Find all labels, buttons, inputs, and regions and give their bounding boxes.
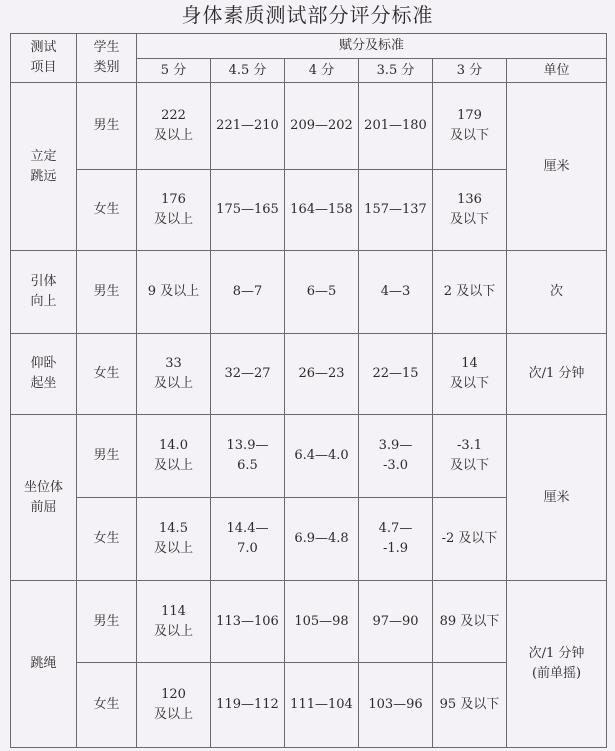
score-cell: 6.4—4.0: [285, 415, 359, 498]
student-type-cell: 男生: [77, 415, 137, 498]
student-type-cell: 女生: [77, 498, 137, 581]
table-row: [11, 581, 607, 663]
score-cell: 164—158: [285, 170, 359, 251]
student-type-cell: 女生: [77, 170, 137, 251]
score-cell: 13.9— 6.5: [211, 415, 285, 498]
score-cell: 113—106: [211, 581, 285, 663]
unit-cell: 厘米: [507, 83, 607, 251]
score-cell: 221—210: [211, 83, 285, 170]
test-item-cell: 引体 向上: [11, 251, 77, 334]
score-cell: 32—27: [211, 334, 285, 415]
score-cell: 9 及以上: [137, 251, 211, 334]
header-score-3: 3 分: [433, 59, 507, 83]
score-cell: 103—96: [359, 663, 433, 748]
student-type-cell: 女生: [77, 334, 137, 415]
header-score-group: 赋分及标准: [137, 34, 607, 59]
score-cell: 4.7— -1.9: [359, 498, 433, 581]
student-type-cell: 女生: [77, 663, 137, 748]
test-item-cell: 跳绳: [11, 581, 77, 748]
score-cell: 119—112: [211, 663, 285, 748]
table-row: [11, 251, 607, 334]
score-cell: -2 及以下: [433, 498, 507, 581]
score-cell: 179 及以下: [433, 83, 507, 170]
score-cell: 89 及以下: [433, 581, 507, 663]
score-cell: 176 及以上: [137, 170, 211, 251]
score-cell: 136 及以下: [433, 170, 507, 251]
score-cell: 97—90: [359, 581, 433, 663]
table-row: [11, 334, 607, 415]
table-row: [11, 415, 607, 498]
score-cell: 26—23: [285, 334, 359, 415]
score-cell: 3.9— -3.0: [359, 415, 433, 498]
score-cell: 8—7: [211, 251, 285, 334]
score-cell: 33 及以上: [137, 334, 211, 415]
score-cell: 157—137: [359, 170, 433, 251]
score-cell: 14.5 及以上: [137, 498, 211, 581]
table-row: [11, 83, 607, 170]
header-score-4: 4 分: [285, 59, 359, 83]
unit-cell: 次/1 分钟 (前单摇): [507, 581, 607, 748]
score-cell: 14.4— 7.0: [211, 498, 285, 581]
score-cell: 6—5: [285, 251, 359, 334]
test-item-cell: 立定 跳远: [11, 83, 77, 251]
score-cell: 114 及以上: [137, 581, 211, 663]
score-cell: 6.9—4.8: [285, 498, 359, 581]
score-cell: 105—98: [285, 581, 359, 663]
score-cell: 4—3: [359, 251, 433, 334]
score-cell: 14.0 及以上: [137, 415, 211, 498]
header-score-4-5: 4.5 分: [211, 59, 285, 83]
student-type-cell: 男生: [77, 251, 137, 334]
header-score-5: 5 分: [137, 59, 211, 83]
unit-cell: 次: [507, 251, 607, 334]
score-cell: 95 及以下: [433, 663, 507, 748]
page-title: 身体素质测试部分评分标准: [181, 3, 434, 27]
student-type-cell: 男生: [77, 83, 137, 170]
test-item-cell: 仰卧 起坐: [11, 334, 77, 415]
score-cell: -3.1 及以下: [433, 415, 507, 498]
score-cell: 222 及以上: [137, 83, 211, 170]
scoring-table: [10, 33, 607, 748]
score-cell: 22—15: [359, 334, 433, 415]
score-cell: 201—180: [359, 83, 433, 170]
score-cell: 2 及以下: [433, 251, 507, 334]
header-score-3-5: 3.5 分: [359, 59, 433, 83]
student-type-cell: 男生: [77, 581, 137, 663]
header-unit: 单位: [507, 59, 607, 83]
score-cell: 111—104: [285, 663, 359, 748]
header-test-item: 测试 项目: [11, 34, 77, 83]
header-student-type: 学生 类别: [77, 34, 137, 83]
score-cell: 209—202: [285, 83, 359, 170]
score-cell: 175—165: [211, 170, 285, 251]
unit-cell: 次/1 分钟: [507, 334, 607, 415]
score-cell: 14 及以下: [433, 334, 507, 415]
score-cell: 120 及以上: [137, 663, 211, 748]
test-item-cell: 坐位体 前屈: [11, 415, 77, 581]
unit-cell: 厘米: [507, 415, 607, 581]
